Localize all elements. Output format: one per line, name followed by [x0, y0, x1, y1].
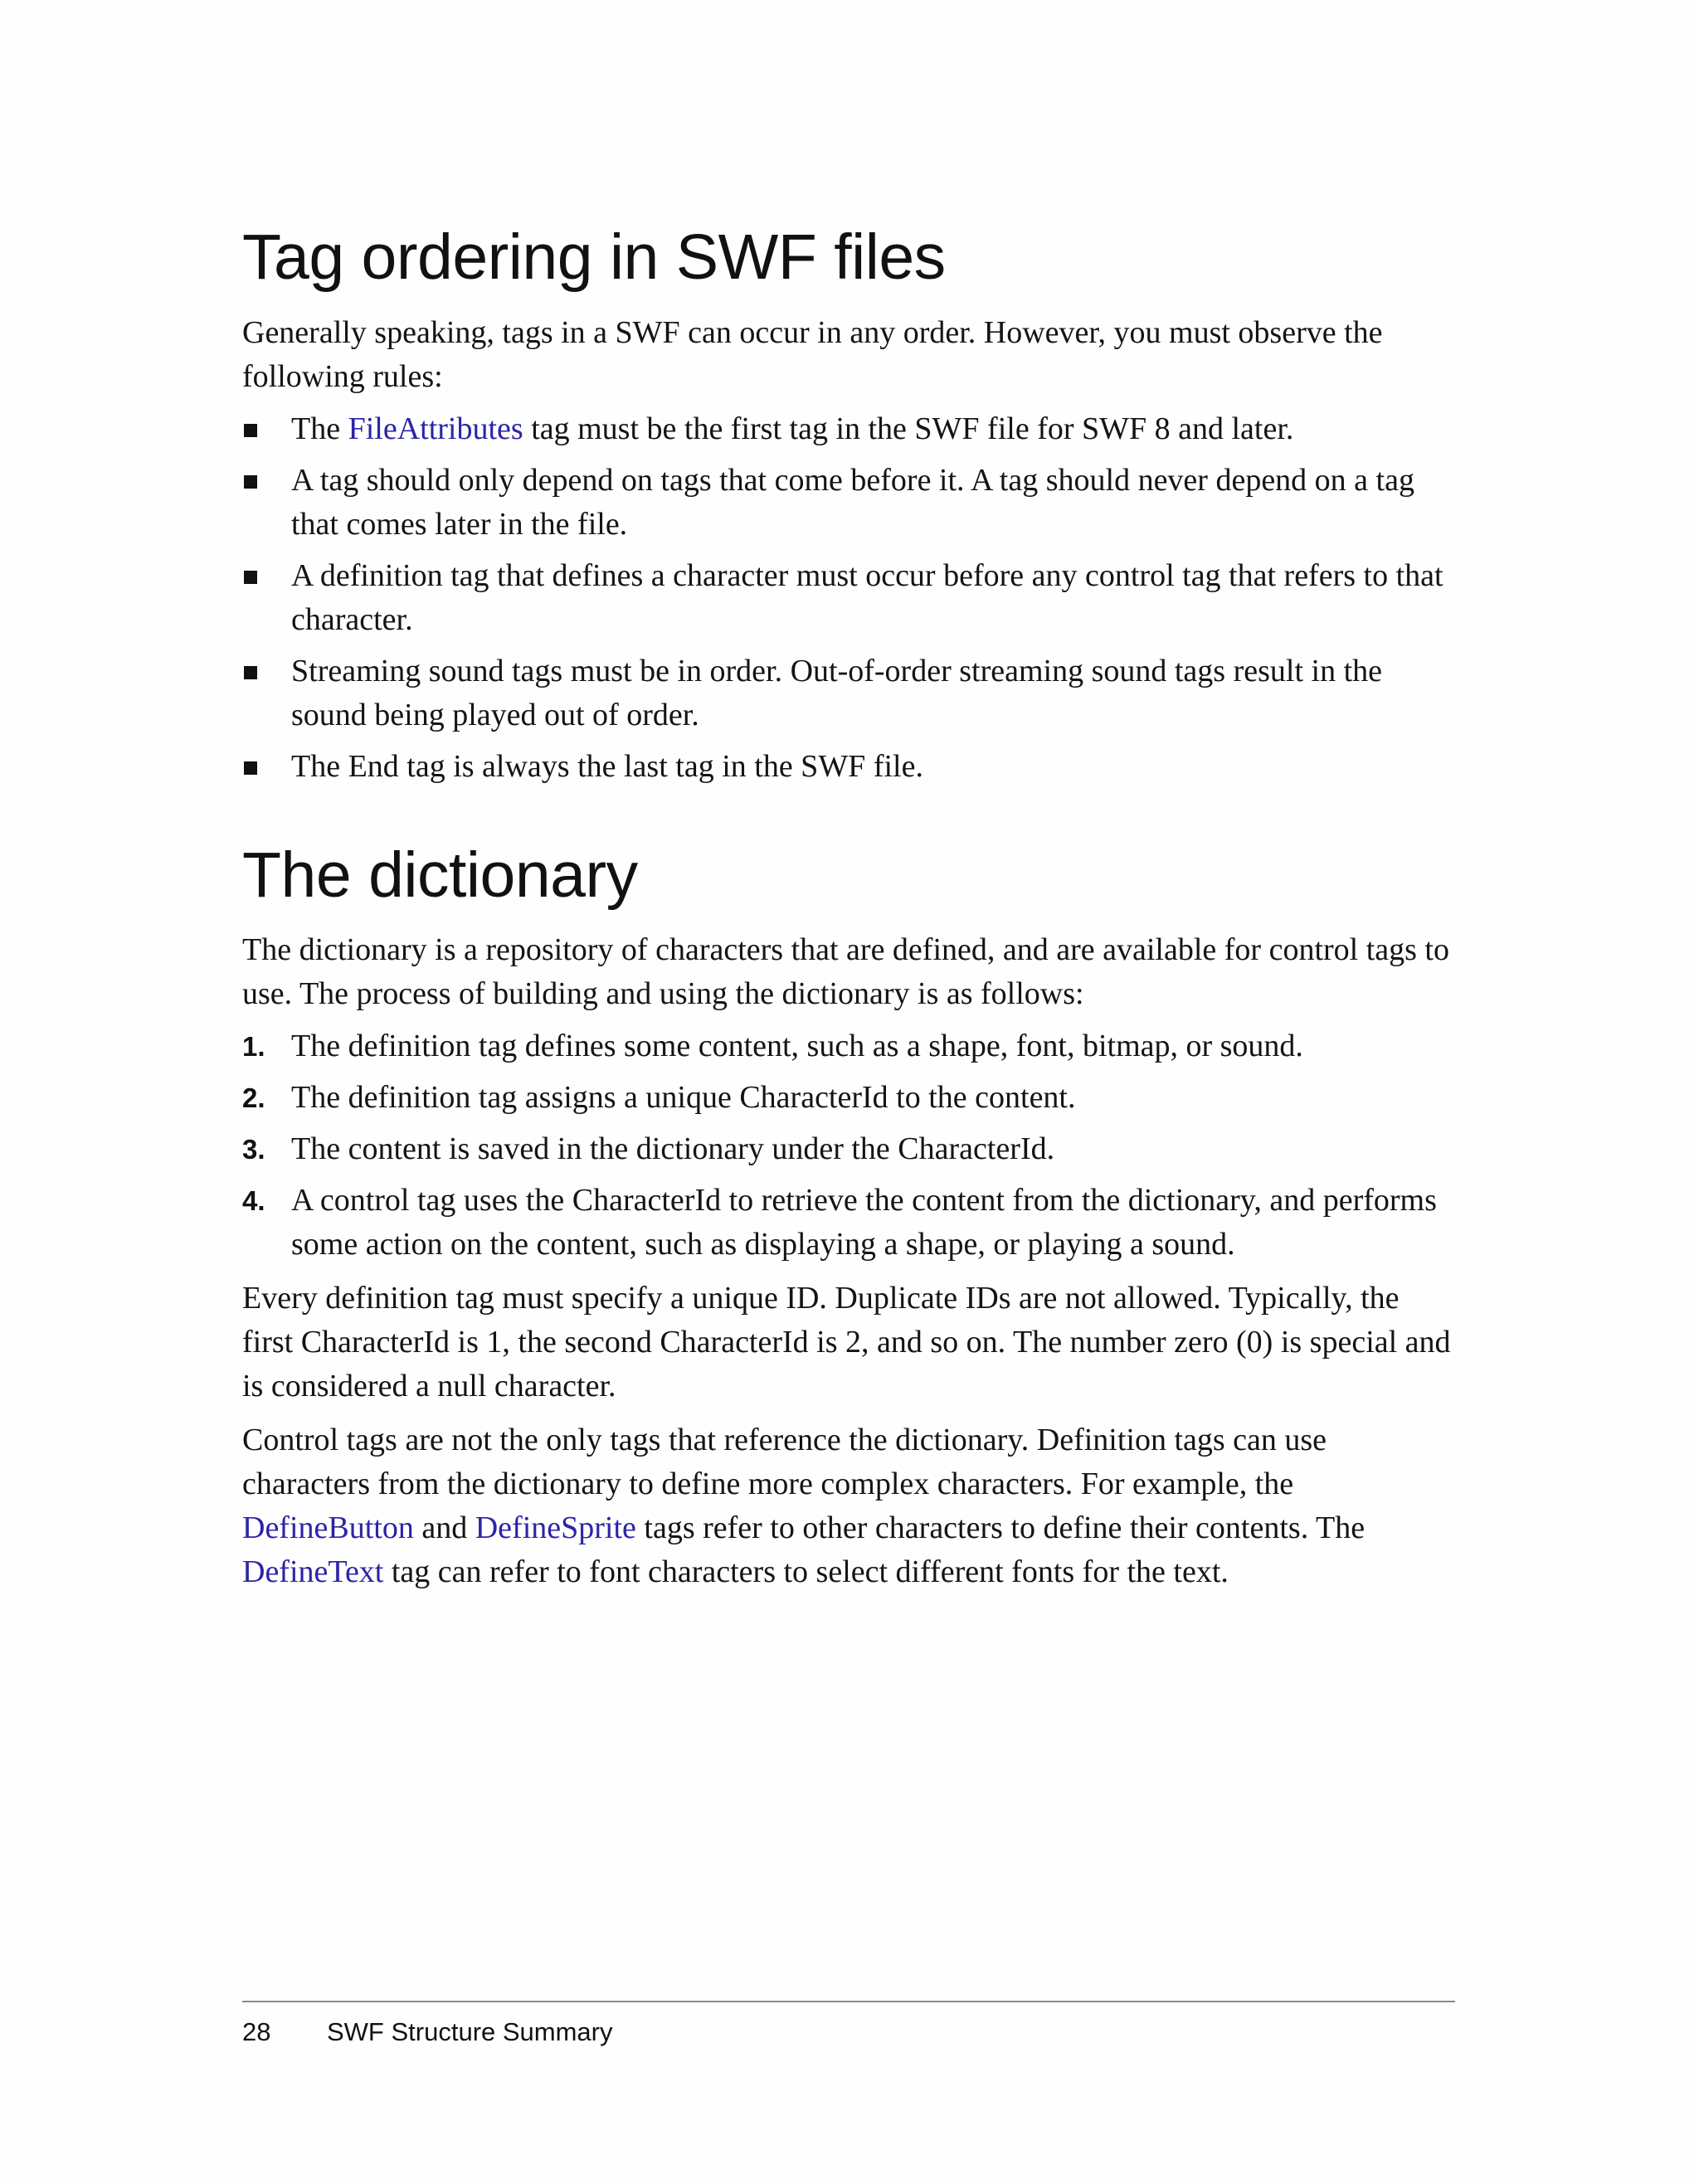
- bullet-item-definition-order: [242, 554, 1455, 642]
- section-intro-paragraph: Generally speaking, tags in a SWF can occur in any order. However, you must observe the following rules:: [242, 314, 1383, 394]
- square-bullet-icon: [244, 666, 257, 679]
- rules-bullet-list: [242, 407, 1455, 789]
- step-number: 4.: [242, 1185, 265, 1217]
- unique-id-paragraph: Every definition tag must specify a unique ID. Duplicate IDs are not allowed. Typically, the first CharacterId is 1, the second CharacterId is 2, and so on. The number zero (0) is special and is considered a null character.: [242, 1281, 1451, 1404]
- paragraph-text: tags refer to other characters to define their contents. The: [635, 1510, 1366, 1546]
- step-number: 3.: [242, 1134, 265, 1165]
- paragraph-text: and: [413, 1510, 475, 1546]
- bullet-item-streaming-sound: [242, 649, 1455, 737]
- dictionary-steps-list: [242, 1024, 1455, 1267]
- dictionary-intro-paragraph: The dictionary is a repository of characters that are defined, and are available for control tags to use. The process of building and using the dictionary is as follows:: [242, 932, 1449, 1012]
- link-fileattributes[interactable]: FileAttributes: [348, 411, 523, 446]
- bullet-text: A definition tag that defines a character must occur before any control tag that refers to that character.: [291, 557, 1443, 637]
- bullet-text: Streaming sound tags must be in order. Out-of-order streaming sound tags result in the sound being played out of order.: [291, 653, 1382, 732]
- paragraph-text: tag can refer to font characters to select different fonts for the text.: [383, 1554, 1229, 1590]
- square-bullet-icon: [244, 475, 257, 489]
- step-item: [242, 1076, 1455, 1120]
- step-item: [242, 1127, 1455, 1171]
- link-definebutton[interactable]: DefineButton: [242, 1510, 414, 1546]
- link-definesprite[interactable]: DefineSprite: [475, 1510, 636, 1546]
- control-tags-paragraph: [242, 1418, 1455, 1594]
- bullet-item-fileattributes: [242, 407, 1455, 451]
- section-heading-tag-ordering: Tag ordering in SWF files: [242, 221, 946, 293]
- bullet-text-after: tag must be the first tag in the SWF file for SWF 8 and later.: [523, 411, 1294, 446]
- step-number: 1.: [242, 1031, 265, 1063]
- footer-title: SWF Structure Summary: [327, 2017, 613, 2046]
- step-text: The definition tag assigns a unique CharacterId to the content.: [291, 1080, 1076, 1116]
- bullet-item-end-tag: [242, 745, 1455, 789]
- page-content: [242, 222, 1455, 1594]
- bullet-text: A tag should only depend on tags that come before it. A tag should never depend on a tag that comes later in the file.: [291, 462, 1414, 542]
- page-footer: [242, 2017, 613, 2047]
- step-text: A control tag uses the CharacterId to retrieve the content from the dictionary, and performs some action on the content, such as displaying a shape, or playing a sound.: [291, 1183, 1437, 1262]
- paragraph-text: Control tags are not the only tags that reference the dictionary. Definition tags can use characters from the dictionary to define more complex characters. For example, the: [242, 1423, 1327, 1502]
- link-definetext[interactable]: DefineText: [242, 1554, 384, 1590]
- step-item: [242, 1179, 1455, 1267]
- bullet-text: The End tag is always the last tag in the SWF file.: [291, 748, 923, 784]
- bullet-text-before: The: [291, 411, 348, 446]
- square-bullet-icon: [244, 571, 257, 584]
- step-text: The content is saved in the dictionary under the CharacterId.: [291, 1131, 1055, 1167]
- section-heading-dictionary: The dictionary: [242, 839, 638, 911]
- footer-divider: [242, 2001, 1455, 2002]
- step-text: The definition tag defines some content, such as a shape, font, bitmap, or sound.: [291, 1029, 1303, 1064]
- square-bullet-icon: [244, 424, 257, 437]
- square-bullet-icon: [244, 761, 257, 775]
- step-number: 2.: [242, 1082, 265, 1114]
- step-item: [242, 1024, 1455, 1068]
- page-number: 28: [242, 2017, 271, 2046]
- bullet-item-dependency: [242, 459, 1455, 547]
